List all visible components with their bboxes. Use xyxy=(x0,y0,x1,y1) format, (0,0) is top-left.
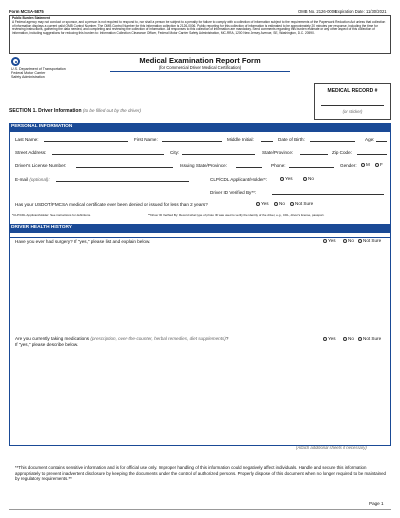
meds-yes-option[interactable] xyxy=(322,336,336,341)
meds-description-area[interactable] xyxy=(15,350,385,438)
expiration-date: Expiration Date: 11/30/2021 xyxy=(335,9,387,14)
surgery-yes-label: Yes xyxy=(328,238,336,243)
denied-question: Has your USDOT/FMCSA medical certificate ever been denied or issued for less than 2 years? xyxy=(15,202,208,207)
section-1-note: (to be filled out by the driver) xyxy=(82,108,142,113)
title-rule xyxy=(110,71,290,72)
email-field[interactable] xyxy=(56,177,189,182)
clp-no-radio[interactable] xyxy=(303,177,307,181)
personal-info-header: PERSONAL INFORMATION xyxy=(9,123,391,131)
sensitive-info-notice: **This document contains sensitive information and is for official use only. Improper handling of this information could negatively affect individuals. Handle and secure this information appropriately to prevent inadvertent disclosure by keeping the documents under the control of authorized persons. Properly dispose of this document when no longer required to be maintained by regulatory requirements.** xyxy=(15,465,386,482)
page-number: Page 1 xyxy=(369,501,384,506)
email-label-wrap xyxy=(15,177,50,183)
clp-no-option[interactable] xyxy=(302,176,314,181)
dot-logo-icon xyxy=(11,57,20,66)
meds-no-option[interactable] xyxy=(342,336,354,341)
clp-label: CLP/CDL Applicant/Holder*: xyxy=(210,177,268,182)
surgery-no-label: No xyxy=(348,238,354,243)
form-id: Form MCSA-5875 xyxy=(9,9,44,14)
surgery-not-sure-label: Not Sure xyxy=(363,238,382,243)
age-label: Age: xyxy=(365,137,375,142)
gender-f-option[interactable] xyxy=(374,162,383,167)
gender-f-label: F xyxy=(380,162,383,167)
meds-not-sure-radio[interactable] xyxy=(358,337,362,341)
surgery-no-option[interactable] xyxy=(342,238,354,243)
gender-m-radio[interactable] xyxy=(361,163,365,167)
attach-note: (Attach additional sheets if necessary) xyxy=(296,445,367,450)
meds-yes-label: Yes xyxy=(328,336,336,341)
id-verified-field[interactable] xyxy=(272,190,384,195)
gender-f-radio[interactable] xyxy=(375,163,379,167)
medical-record-box xyxy=(314,83,391,120)
burden-title: Public Burden Statement xyxy=(12,16,50,20)
gender-label: Gender: xyxy=(340,163,357,168)
denied-not-sure-radio[interactable] xyxy=(290,202,294,206)
clp-yes-label: Yes xyxy=(285,176,293,181)
surgery-yes-radio[interactable] xyxy=(323,239,327,243)
denied-yes-radio[interactable] xyxy=(256,202,260,206)
city-field[interactable] xyxy=(182,150,255,155)
gender-m-label: M xyxy=(366,162,370,167)
last-name-label: Last Name: xyxy=(15,137,39,142)
meds-question-2: If "yes," please describe below. xyxy=(15,342,79,347)
clp-yes-option[interactable] xyxy=(279,176,293,181)
meds-not-sure-option[interactable] xyxy=(357,336,381,341)
denied-no-option[interactable] xyxy=(273,201,285,206)
denied-no-radio[interactable] xyxy=(274,202,278,206)
meds-no-label: No xyxy=(348,336,354,341)
surgery-question: Have you ever had surgery? If "yes," please list and explain below. xyxy=(15,239,151,244)
denied-yes-label: Yes xyxy=(261,201,269,206)
surgery-yes-option[interactable] xyxy=(322,238,336,243)
form-subtitle: (for Commercial Driver Medical Certification) xyxy=(158,65,242,70)
email-label: E-mail xyxy=(15,177,29,182)
surgery-no-radio[interactable] xyxy=(343,239,347,243)
first-name-field[interactable] xyxy=(162,137,222,142)
denied-not-sure-option[interactable] xyxy=(289,201,313,206)
first-name-label: First Name: xyxy=(134,137,158,142)
omb-number: OMB No. 2126-0006 xyxy=(298,9,337,14)
footnote-clp: *CLP/CDL Applicant/Holder: See instructions for definitions. xyxy=(12,213,91,217)
agency-line-1: U.S. Department of Transportation xyxy=(11,67,66,71)
meds-no-radio[interactable] xyxy=(343,337,347,341)
zip-field[interactable] xyxy=(357,150,387,155)
section-1-heading xyxy=(9,108,141,115)
burden-text: A Federal agency may not conduct or sponsor, and a person is not required to respond to, nor shall a person be subject to a penalty for failure to comply with a collection of information subject to the requirements of the Paperwork Reduction Act unless that collection of information displays a current valid OMB Control Number. The OMB Control Number for this information collection is 2126-0006. Public reporting for this collection of information is estimated to be approximately 20 minutes per response, including the time for reviewing instructions, gathering the data needed, and completing and reviewing the collection of information. All responses to this collection of information are mandatory. Send comments regarding this burden estimate or any other aspect of this collection of information, including suggestions for reducing this burden to: Information Collection Clearance Officer, Federal Motor Carrier Safety Administration, MC-RRA, 1200 New Jersey Avenue, SE, Washington, D.C. 20590. xyxy=(12,19,386,36)
dob-label: Date of Birth: xyxy=(278,137,305,142)
clp-yes-radio[interactable] xyxy=(280,177,284,181)
form-title: Medical Examination Report Form xyxy=(139,56,261,65)
phone-field[interactable] xyxy=(289,163,334,168)
sticker-note: (or sticker) xyxy=(342,109,363,114)
meds-not-sure-label: Not Sure xyxy=(363,336,382,341)
footnote-id-verified: **Driver ID Verified By: Record what type of photo ID was used to verify the identity of the driver, e.g., CDL, driver's license, passport. xyxy=(148,214,325,217)
agency-line-2: Federal Motor Carrier xyxy=(11,70,46,75)
meds-question: Are you currently taking medications xyxy=(15,336,90,341)
burden-statement xyxy=(9,15,391,54)
footer-rule xyxy=(9,509,391,510)
middle-initial-field[interactable] xyxy=(261,137,273,142)
health-history-header: DRIVER HEALTH HISTORY xyxy=(9,224,391,232)
medical-record-label: MEDICAL RECORD # xyxy=(327,88,378,94)
gender-m-option[interactable] xyxy=(360,162,370,167)
section-1-title: SECTION 1. Driver Information xyxy=(9,108,82,114)
agency-line-3: Safety Administration xyxy=(11,74,45,79)
clp-no-label: No xyxy=(308,176,314,181)
street-field[interactable] xyxy=(52,150,164,155)
email-optional: (optional): xyxy=(29,177,50,182)
meds-note: (prescription, over-the-counter, herbal remedies, diet supplements) xyxy=(90,336,226,341)
issuing-state-field[interactable] xyxy=(236,163,262,168)
denied-no-label: No xyxy=(279,201,285,206)
surgery-not-sure-radio[interactable] xyxy=(358,239,362,243)
issuing-state-label: Issuing State/Province: xyxy=(180,163,227,168)
state-label: State/Province: xyxy=(262,150,294,155)
meds-yes-radio[interactable] xyxy=(323,337,327,341)
meds-question-wrap: Are you currently taking medications (prescription, over-the-counter, herbal remedies, diet supplements)? xyxy=(15,336,229,341)
state-field[interactable] xyxy=(300,150,328,155)
city-label: City: xyxy=(170,150,180,155)
zip-label: Zip Code: xyxy=(332,150,352,155)
age-field[interactable] xyxy=(376,137,387,142)
street-label: Street Address: xyxy=(15,150,47,155)
medical-record-field[interactable] xyxy=(321,101,384,106)
dob-field[interactable] xyxy=(310,137,355,142)
last-name-field[interactable] xyxy=(44,137,128,142)
middle-initial-label: Middle Initial: xyxy=(227,137,254,142)
personal-info-section xyxy=(9,131,391,238)
surgery-explanation-area[interactable] xyxy=(15,248,385,330)
phone-label: Phone: xyxy=(271,163,286,168)
surgery-not-sure-option[interactable] xyxy=(357,238,381,243)
license-number-label: Driver's License Number: xyxy=(15,163,67,168)
denied-not-sure-label: Not Sure xyxy=(295,201,314,206)
license-number-field[interactable] xyxy=(76,163,173,168)
denied-yes-option[interactable] xyxy=(255,201,269,206)
id-verified-label: Driver ID Verified By**: xyxy=(210,190,257,195)
